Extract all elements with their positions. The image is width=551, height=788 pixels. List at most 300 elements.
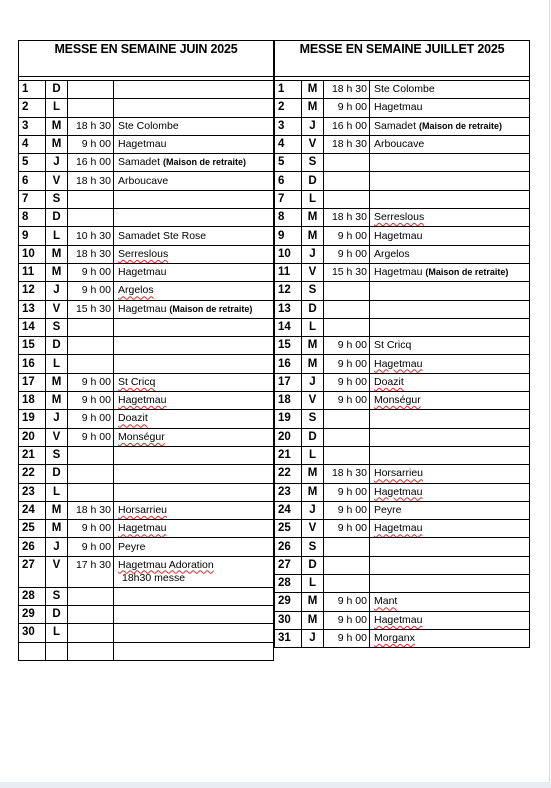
mass-location: Arboucave [118,174,169,187]
mass-time-cell [324,337,370,355]
table-row [275,154,530,172]
mass-location: Serreslous [374,211,425,224]
mass-location-cell [370,501,530,519]
weekday-letter: M [51,266,62,279]
day-number: 28 [22,589,35,602]
mass-location-cell [114,410,274,428]
location-note: (Maison de retraite) [162,157,246,168]
table-row [275,373,530,391]
mass-location: St Cricq [374,339,412,352]
weekday-cell [302,318,324,336]
day-number: 13 [22,302,35,315]
weekday-cell [302,81,324,99]
mass-location-cell [114,337,274,355]
mass-time-cell [324,611,370,629]
table-row [275,483,530,501]
weekday-letter: J [309,632,316,645]
mass-location-cell [370,465,530,483]
table-row [19,587,274,605]
day-number-cell [275,465,302,483]
mass-time-cell [324,392,370,410]
mass-time-cell [68,428,114,446]
day-number-cell [275,373,302,391]
table-row [275,629,530,647]
mass-time-cell [68,483,114,501]
mass-location-cell [114,520,274,538]
weekday-letter: J [309,375,316,388]
mass-time: 10 h 30 [75,229,111,242]
weekday-letter: S [52,192,61,205]
mass-time-cell [324,81,370,99]
mass-location: Monségur [374,394,421,407]
mass-location: Hagetmau [374,229,423,242]
mass-time-cell [324,538,370,556]
mass-time-cell [324,428,370,446]
mass-location-cell [114,81,274,99]
table-row [19,337,274,355]
table-row [19,117,274,135]
mass-location: Hagetmau [374,485,423,498]
mass-location-cell [370,428,530,446]
day-number: 16 [278,357,291,370]
weekday-letter: S [308,156,317,169]
mass-time-cell [324,263,370,281]
mass-location-cell [370,99,530,117]
day-number-cell [275,227,302,245]
table-row [19,135,274,153]
day-number-cell [275,392,302,410]
day-number: 9 [278,229,285,242]
day-number: 1 [22,83,29,96]
day-number: 4 [22,138,29,151]
day-number-cell [19,282,46,300]
mass-time-cell [68,556,114,587]
table-row [275,593,530,611]
weekday-letter: M [51,138,62,151]
table-row [275,190,530,208]
day-number-cell [275,593,302,611]
table-row [19,624,274,642]
day-number-cell [275,209,302,227]
day-number-cell [19,99,46,117]
day-number: 7 [22,192,29,205]
table-row [275,355,530,373]
mass-time-cell [324,154,370,172]
day-number: 1 [278,83,285,96]
day-number-cell [19,209,46,227]
weekday-letter: D [308,174,317,187]
mass-location-cell [114,227,274,245]
mass-time-cell [68,172,114,190]
mass-time-cell [324,501,370,519]
mass-time: 9 h 00 [337,394,367,407]
weekday-cell [302,629,324,647]
day-number-cell [275,629,302,647]
weekday-letter: J [53,412,60,425]
mass-time-cell [324,446,370,464]
table-row [275,135,530,153]
day-number-cell [19,483,46,501]
day-number: 9 [22,229,29,242]
mass-time-cell [324,172,370,190]
mass-location-cell [370,300,530,318]
day-number: 27 [278,558,291,571]
mass-location-cell [114,556,274,587]
weekday-letter: J [309,247,316,260]
weekday-letter: D [52,339,61,352]
weekday-letter: V [52,558,61,571]
mass-time-cell [68,282,114,300]
mass-location-cell [370,373,530,391]
weekday-cell [46,373,68,391]
july-title: MESSE EN SEMAINE JUILLET 2025 [275,41,530,77]
weekday-cell [302,355,324,373]
mass-time: 9 h 00 [81,375,111,388]
weekday-letter: L [308,192,317,205]
weekday-cell [302,117,324,135]
day-number: 28 [278,577,291,590]
day-number-cell [275,611,302,629]
table-row [275,245,530,263]
mass-time-cell [324,520,370,538]
mass-time-cell [68,392,114,410]
mass-time-cell [68,318,114,336]
mass-location: Serreslous [118,247,169,260]
mass-time-cell [68,501,114,519]
mass-location: Ste Colombe [374,83,435,96]
table-row [19,227,274,245]
day-number: 17 [22,375,35,388]
day-number: 14 [278,321,291,333]
day-number-cell [275,446,302,464]
day-number-cell [275,245,302,263]
location-note: (Maison de retraite) [418,120,502,131]
weekday-cell [302,154,324,172]
table-row [19,501,274,519]
mass-location-cell [370,337,530,355]
mass-location: St Cricq [118,375,156,388]
mass-location-cell [114,135,274,153]
day-number-cell [19,355,46,373]
weekday-letter: M [307,613,318,626]
table-row [275,300,530,318]
weekday-letter: M [307,485,318,498]
mass-location: Hagetmau [118,394,167,407]
day-number-cell [275,337,302,355]
mass-location-second-line: 18h30 messe [122,571,186,584]
day-number-cell [19,245,46,263]
table-row [19,172,274,190]
mass-time-cell [324,373,370,391]
mass-location: Argelos [118,284,154,297]
day-number: 11 [22,266,35,279]
weekday-cell [302,99,324,117]
weekday-cell [46,642,68,660]
mass-time: 18 h 30 [331,83,367,96]
weekday-cell [46,300,68,318]
table-row [19,606,274,624]
mass-time-cell [324,135,370,153]
day-number: 26 [22,540,35,553]
day-number: 25 [278,522,291,535]
day-number-cell [19,556,46,587]
table-row [19,373,274,391]
day-number-cell [19,606,46,624]
mass-time-cell [68,263,114,281]
mass-time-cell [324,483,370,501]
mass-location-cell [114,446,274,464]
mass-location-cell [114,282,274,300]
day-number-cell [275,355,302,373]
day-number: 2 [278,101,285,114]
mass-time: 9 h 00 [81,540,111,553]
weekday-letter: V [308,394,317,407]
mass-location: Hagetmau [118,522,167,535]
weekday-letter: M [51,247,62,260]
weekday-letter: V [308,266,317,279]
day-number: 3 [278,119,285,132]
weekday-cell [302,575,324,593]
day-number-cell [19,538,46,556]
mass-time: 15 h 30 [75,302,111,315]
mass-time: 9 h 00 [81,430,111,443]
june-title: MESSE EN SEMAINE JUIN 2025 [19,41,274,77]
table-row [19,428,274,446]
day-number: 31 [278,632,291,645]
mass-time: 9 h 00 [337,485,367,498]
weekday-letter: D [308,302,317,315]
day-number-cell [19,520,46,538]
day-number: 29 [22,608,35,621]
mass-location-cell [114,209,274,227]
weekday-cell [46,282,68,300]
mass-location-cell [114,154,274,172]
mass-location-cell [114,538,274,556]
weekday-cell [46,520,68,538]
table-row [275,117,530,135]
weekday-cell [46,81,68,99]
weekday-cell [302,172,324,190]
table-row [19,465,274,483]
mass-location: Samadet [118,156,161,169]
weekday-cell [302,520,324,538]
day-number-cell [275,428,302,446]
day-number-cell [19,135,46,153]
mass-location-cell [114,501,274,519]
mass-location: Argelos [374,247,410,260]
day-number-cell [19,337,46,355]
day-number-cell [275,135,302,153]
day-number: 30 [278,613,291,626]
mass-time-cell [324,245,370,263]
day-number-cell [275,575,302,593]
weekday-cell [46,587,68,605]
weekday-cell [46,446,68,464]
mass-time-cell [68,337,114,355]
mass-location: Doazit [118,412,148,425]
day-number: 7 [278,192,285,205]
weekday-cell [46,117,68,135]
table-row [275,520,530,538]
weekday-letter: M [51,394,62,407]
weekday-letter: L [52,626,61,639]
day-number: 18 [22,394,35,407]
mass-location-cell [370,446,530,464]
weekday-cell [302,465,324,483]
weekday-letter: J [309,503,316,516]
mass-location-cell [370,392,530,410]
weekday-letter: M [307,211,318,224]
mass-time-cell [324,227,370,245]
weekday-letter: L [308,577,317,590]
mass-location: Samadet [374,119,417,132]
mass-time-cell [324,355,370,373]
day-number: 20 [22,430,35,443]
mass-time-cell [324,190,370,208]
table-row [275,99,530,117]
day-number: 17 [278,375,291,388]
day-number-cell [19,410,46,428]
table-row [275,556,530,574]
mass-location-cell [114,373,274,391]
mass-time: 18 h 30 [75,503,111,516]
weekday-letter: M [51,503,62,516]
weekday-letter: V [52,174,61,187]
weekday-letter: J [53,540,60,553]
day-number: 24 [22,503,35,516]
mass-location-cell [114,642,274,660]
mass-time-cell [324,209,370,227]
weekday-cell [302,593,324,611]
day-number-cell [275,318,302,336]
day-number: 10 [22,247,35,260]
table-row [19,446,274,464]
day-number: 3 [22,119,29,132]
table-row [275,611,530,629]
mass-time: 9 h 00 [81,284,111,297]
mass-time: 9 h 00 [337,375,367,388]
mass-location: Peyre [374,503,402,516]
weekday-cell [302,556,324,574]
weekday-letter: L [308,449,317,462]
day-number: 11 [278,266,291,279]
weekday-letter: V [52,302,61,315]
weekday-letter: M [307,101,318,114]
weekday-cell [46,556,68,587]
day-number-cell [275,501,302,519]
weekday-cell [46,337,68,355]
mass-location: Mant [374,595,398,608]
mass-location-cell [370,190,530,208]
weekday-letter: M [307,595,318,608]
day-number-cell [19,117,46,135]
weekday-letter: D [52,83,61,96]
day-number-cell [19,172,46,190]
day-number-cell [19,465,46,483]
day-number: 2 [22,101,29,114]
mass-time-cell [68,410,114,428]
mass-location: Hagetmau [374,613,423,626]
table-row [19,154,274,172]
table-row [275,263,530,281]
mass-location: Hagetmau [374,357,423,370]
mass-location-cell [114,263,274,281]
weekday-cell [302,337,324,355]
weekday-cell [302,245,324,263]
day-number: 27 [22,558,35,571]
weekday-letter: L [52,357,61,370]
mass-location-cell [114,606,274,624]
weekday-letter: S [308,284,317,297]
mass-time: 9 h 00 [337,101,367,114]
table-row [275,446,530,464]
mass-location-cell [370,611,530,629]
mass-time-cell [68,465,114,483]
day-number: 15 [22,339,35,352]
day-number: 24 [278,503,291,516]
weekday-cell [302,263,324,281]
table-row [275,337,530,355]
day-number-cell [19,263,46,281]
mass-location-cell [370,318,530,336]
mass-location: Hagetmau [374,101,423,114]
table-row [275,410,530,428]
weekday-letter: J [53,284,60,297]
day-number: 30 [22,626,35,639]
weekday-letter: D [52,467,61,480]
mass-time: 9 h 00 [81,522,111,535]
mass-time: 16 h 00 [75,156,111,169]
weekday-cell [302,392,324,410]
weekday-letter: S [52,449,61,462]
weekday-letter: M [307,229,318,242]
june-column [18,40,274,661]
day-number-cell [19,190,46,208]
mass-location-cell [114,428,274,446]
mass-location-cell [370,556,530,574]
mass-location-cell [370,629,530,647]
day-number: 19 [22,412,35,425]
mass-time-cell [324,575,370,593]
day-number-cell [275,172,302,190]
weekday-cell [302,227,324,245]
table-row [19,410,274,428]
day-number: 16 [22,357,35,370]
mass-time: 18 h 30 [331,467,367,480]
weekday-letter: J [53,156,60,169]
weekday-cell [302,410,324,428]
mass-time: 9 h 00 [337,229,367,242]
day-number: 13 [278,302,291,315]
weekday-cell [46,483,68,501]
mass-time: 9 h 00 [337,632,367,645]
mass-time-cell [68,245,114,263]
weekday-letter: D [52,211,61,224]
weekday-cell [302,446,324,464]
day-number-cell [275,556,302,574]
weekday-letter: L [52,485,61,498]
weekday-cell [46,318,68,336]
weekday-letter: M [307,467,318,480]
day-number: 22 [22,467,35,480]
mass-location-cell [114,483,274,501]
weekday-cell [302,373,324,391]
table-row [19,556,274,587]
day-number: 6 [22,174,29,187]
mass-time-cell [324,99,370,117]
mass-location: Hagetmau Adoration [118,558,214,571]
weekday-letter: M [51,119,62,132]
